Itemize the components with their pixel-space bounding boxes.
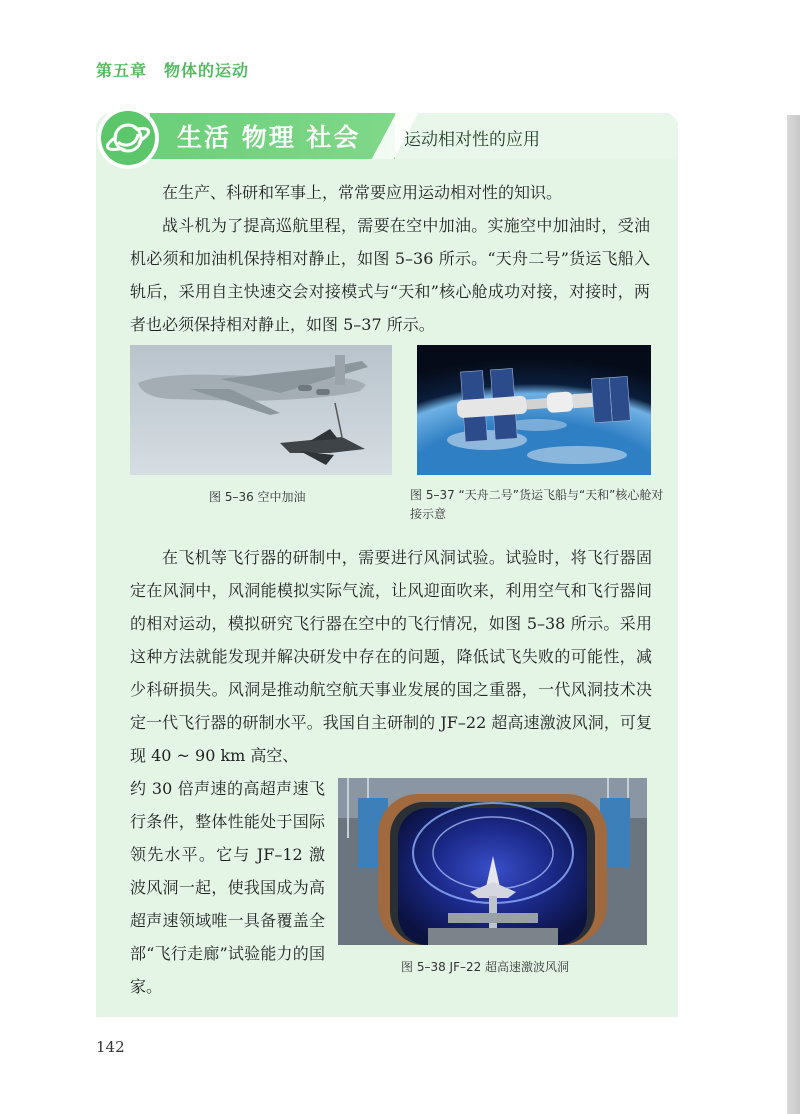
paragraph-refueling: 战斗机为了提高巡航里程，需要在空中加油。实施空中加油时，受油机必须和加油机保持相对静止，如图 5–36 所示。“天舟二号”货运飞船入轨后，采用自主快速交会对接模式与“天和”核心舱成功对接，对接时，两者也必须保持相对静止，如图 5–37 所示。: [130, 216, 650, 334]
wind-tunnel-photo: [338, 778, 647, 945]
planet-icon: [96, 106, 160, 170]
figure-5-38-caption: 图 5–38 JF–22 超高速激波风洞: [401, 960, 570, 974]
page-edge-strip: [787, 115, 800, 1114]
paragraph-wind-tunnel: 在飞机等飞行器的研制中，需要进行风洞试验。试验时，将飞行器固定在风洞中，风洞能模拟实际气流，让风迎面吹来，利用空气和飞行器间的相对运动，模拟研究飞行器在空中的飞行情况，如图 5–38 所示。采用这种方法就能发现并解决研发中存在的问题，降低试飞失败的可能性，减少科研损失。风洞是推动航空航天事业发展的国之重器，一代风洞技术决定一代飞行器的研制水平。我国自主研制的 JF–22 超高速激波风洞，可复现 40 ~ 90 km 高空、: [130, 548, 652, 765]
chapter-title: 第五章 物体的运动: [96, 61, 250, 80]
aerial-refueling-photo: [130, 345, 392, 475]
banner-title: 生活 物理 社会: [177, 123, 361, 152]
paragraph-jf22: 约 30 倍声速的高超声速飞行条件，整体性能处于国际领先水平。它与 JF–12 激波风洞一起，使我国成为高超声速领域唯一具备覆盖全部“飞行走廊”试验能力的国家。: [130, 779, 325, 996]
paragraph-intro: 在生产、科研和军事上，常常要应用运动相对性的知识。: [162, 183, 563, 202]
figure-5-36-caption: 图 5–36 空中加油: [209, 490, 306, 504]
banner-subtitle: 运动相对性的应用: [404, 130, 540, 150]
figure-5-37-caption: 图 5–37 “天舟二号”货运飞船与“天和”核心舱对接示意: [410, 488, 664, 521]
page-number: 142: [96, 1038, 125, 1056]
spacecraft-docking-photo: [417, 345, 651, 475]
